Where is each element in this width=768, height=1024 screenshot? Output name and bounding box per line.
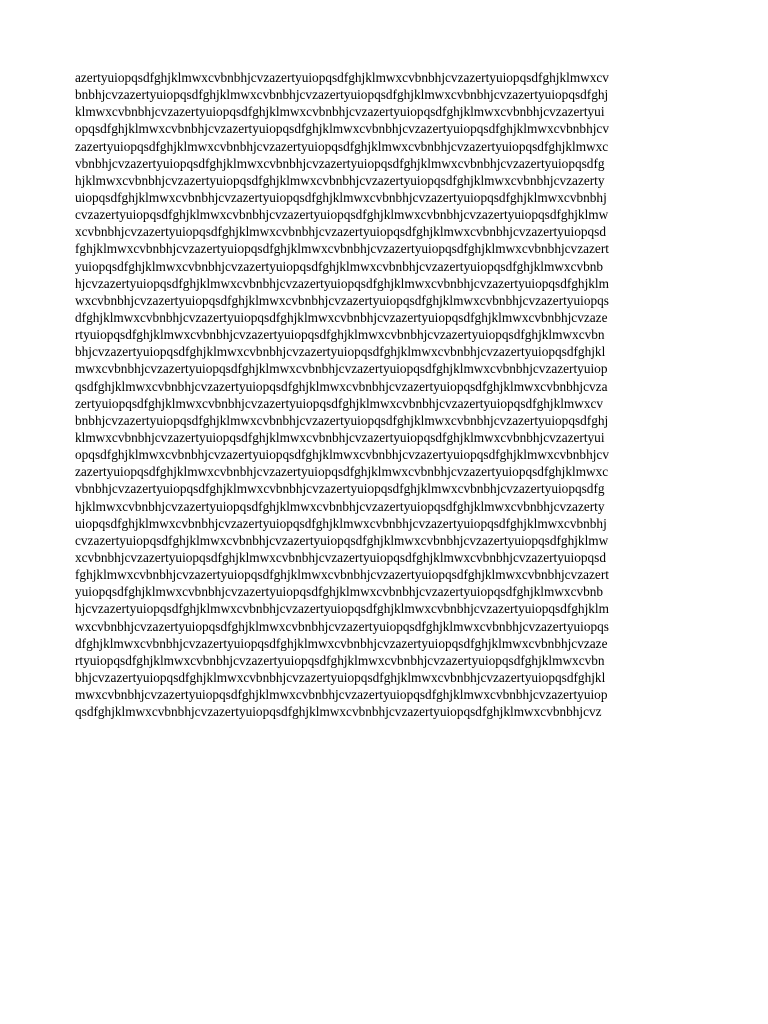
- text-line: xcvbnbhjcvzazertyuiopqsdfghjklmwxcvbnbhjcvzazertyuiopqsdfghjklmwxcvbnbhjcvzazertyuiopqsd: [75, 549, 606, 565]
- text-line: zazertyuiopqsdfghjklmwxcvbnbhjcvzazertyuiopqsdfghjklmwxcvbnbhjcvzazertyuiopqsdfghjklmwxc: [75, 464, 609, 480]
- text-line: azertyuiopqsdfghjklmwxcvbnbhjcvzazertyuiopqsdfghjklmwxcvbnbhjcvzazertyuiopqsdfghjklmwxcv: [75, 70, 609, 85]
- text-line: rtyuiopqsdfghjklmwxcvbnbhjcvzazertyuiopqsdfghjklmwxcvbnbhjcvzazertyuiopqsdfghjklmwxcvbn: [75, 652, 605, 668]
- text-line: bnbhjcvzazertyuiopqsdfghjklmwxcvbnbhjcvzazertyuiopqsdfghjklmwxcvbnbhjcvzazertyuiopqsdfghj: [75, 412, 609, 428]
- text-line: uiopqsdfghjklmwxcvbnbhjcvzazertyuiopqsdfghjklmwxcvbnbhjcvzazertyuiopqsdfghjklmwxcvbnbhj: [75, 189, 607, 205]
- text-line: uiopqsdfghjklmwxcvbnbhjcvzazertyuiopqsdfghjklmwxcvbnbhjcvzazertyuiopqsdfghjklmwxcvbnbhj: [75, 515, 607, 531]
- text-line: opqsdfghjklmwxcvbnbhjcvzazertyuiopqsdfghjklmwxcvbnbhjcvzazertyuiopqsdfghjklmwxcvbnbhjcv: [75, 121, 609, 137]
- text-line: fghjklmwxcvbnbhjcvzazertyuiopqsdfghjklmwxcvbnbhjcvzazertyuiopqsdfghjklmwxcvbnbhjcvzazert: [75, 567, 609, 583]
- text-line: opqsdfghjklmwxcvbnbhjcvzazertyuiopqsdfghjklmwxcvbnbhjcvzazertyuiopqsdfghjklmwxcvbnbhjcv: [75, 447, 609, 463]
- text-line: yuiopqsdfghjklmwxcvbnbhjcvzazertyuiopqsdfghjklmwxcvbnbhjcvzazertyuiopqsdfghjklmwxcvbnb: [75, 258, 604, 274]
- text-line: mwxcvbnbhjcvzazertyuiopqsdfghjklmwxcvbnbhjcvzazertyuiopqsdfghjklmwxcvbnbhjcvzazertyuiop: [75, 687, 608, 703]
- text-line: klmwxcvbnbhjcvzazertyuiopqsdfghjklmwxcvbnbhjcvzazertyuiopqsdfghjklmwxcvbnbhjcvzazertyui: [75, 104, 605, 120]
- text-line: xcvbnbhjcvzazertyuiopqsdfghjklmwxcvbnbhjcvzazertyuiopqsdfghjklmwxcvbnbhjcvzazertyuiopqsd: [75, 224, 606, 240]
- text-line: wxcvbnbhjcvzazertyuiopqsdfghjklmwxcvbnbhjcvzazertyuiopqsdfghjklmwxcvbnbhjcvzazertyuiopqs: [75, 292, 609, 308]
- text-line: klmwxcvbnbhjcvzazertyuiopqsdfghjklmwxcvbnbhjcvzazertyuiopqsdfghjklmwxcvbnbhjcvzazertyui: [75, 429, 605, 445]
- text-line: hjcvzazertyuiopqsdfghjklmwxcvbnbhjcvzazertyuiopqsdfghjklmwxcvbnbhjcvzazertyuiopqsdfghjklm: [75, 601, 609, 617]
- text-line: fghjklmwxcvbnbhjcvzazertyuiopqsdfghjklmwxcvbnbhjcvzazertyuiopqsdfghjklmwxcvbnbhjcvzazert: [75, 241, 609, 257]
- text-line: bnbhjcvzazertyuiopqsdfghjklmwxcvbnbhjcvzazertyuiopqsdfghjklmwxcvbnbhjcvzazertyuiopqsdfghj: [75, 87, 609, 103]
- text-line: bhjcvzazertyuiopqsdfghjklmwxcvbnbhjcvzazertyuiopqsdfghjklmwxcvbnbhjcvzazertyuiopqsdfghjkl: [75, 344, 606, 360]
- text-line: qsdfghjklmwxcvbnbhjcvzazertyuiopqsdfghjklmwxcvbnbhjcvzazertyuiopqsdfghjklmwxcvbnbhjcvza: [75, 378, 608, 394]
- text-line: rtyuiopqsdfghjklmwxcvbnbhjcvzazertyuiopqsdfghjklmwxcvbnbhjcvzazertyuiopqsdfghjklmwxcvbn: [75, 327, 605, 343]
- text-line: wxcvbnbhjcvzazertyuiopqsdfghjklmwxcvbnbhjcvzazertyuiopqsdfghjklmwxcvbnbhjcvzazertyuiopqs: [75, 618, 609, 634]
- body-paragraph: [75, 69, 705, 720]
- text-line: yuiopqsdfghjklmwxcvbnbhjcvzazertyuiopqsdfghjklmwxcvbnbhjcvzazertyuiopqsdfghjklmwxcvbnb: [75, 584, 604, 600]
- text-line: zertyuiopqsdfghjklmwxcvbnbhjcvzazertyuiopqsdfghjklmwxcvbnbhjcvzazertyuiopqsdfghjklmwxcv: [75, 395, 604, 411]
- text-line: zazertyuiopqsdfghjklmwxcvbnbhjcvzazertyuiopqsdfghjklmwxcvbnbhjcvzazertyuiopqsdfghjklmwxc: [75, 138, 609, 154]
- text-line: mwxcvbnbhjcvzazertyuiopqsdfghjklmwxcvbnbhjcvzazertyuiopqsdfghjklmwxcvbnbhjcvzazertyuiop: [75, 361, 608, 377]
- text-line: hjcvzazertyuiopqsdfghjklmwxcvbnbhjcvzazertyuiopqsdfghjklmwxcvbnbhjcvzazertyuiopqsdfghjklm: [75, 275, 609, 291]
- text-line: vbnbhjcvzazertyuiopqsdfghjklmwxcvbnbhjcvzazertyuiopqsdfghjklmwxcvbnbhjcvzazertyuiopqsdfg: [75, 155, 605, 171]
- text-line: qsdfghjklmwxcvbnbhjcvzazertyuiopqsdfghjklmwxcvbnbhjcvzazertyuiopqsdfghjklmwxcvbnbhjcvz: [75, 704, 602, 720]
- text-line: cvzazertyuiopqsdfghjklmwxcvbnbhjcvzazertyuiopqsdfghjklmwxcvbnbhjcvzazertyuiopqsdfghjklmw: [75, 207, 609, 223]
- text-line: hjklmwxcvbnbhjcvzazertyuiopqsdfghjklmwxcvbnbhjcvzazertyuiopqsdfghjklmwxcvbnbhjcvzazerty: [75, 172, 605, 188]
- text-line: dfghjklmwxcvbnbhjcvzazertyuiopqsdfghjklmwxcvbnbhjcvzazertyuiopqsdfghjklmwxcvbnbhjcvzaze: [75, 309, 608, 325]
- text-line: hjklmwxcvbnbhjcvzazertyuiopqsdfghjklmwxcvbnbhjcvzazertyuiopqsdfghjklmwxcvbnbhjcvzazerty: [75, 498, 605, 514]
- text-line: dfghjklmwxcvbnbhjcvzazertyuiopqsdfghjklmwxcvbnbhjcvzazertyuiopqsdfghjklmwxcvbnbhjcvzaze: [75, 635, 608, 651]
- text-line: bhjcvzazertyuiopqsdfghjklmwxcvbnbhjcvzazertyuiopqsdfghjklmwxcvbnbhjcvzazertyuiopqsdfghjkl: [75, 669, 606, 685]
- text-line: vbnbhjcvzazertyuiopqsdfghjklmwxcvbnbhjcvzazertyuiopqsdfghjklmwxcvbnbhjcvzazertyuiopqsdfg: [75, 481, 605, 497]
- text-line: cvzazertyuiopqsdfghjklmwxcvbnbhjcvzazertyuiopqsdfghjklmwxcvbnbhjcvzazertyuiopqsdfghjklmw: [75, 532, 609, 548]
